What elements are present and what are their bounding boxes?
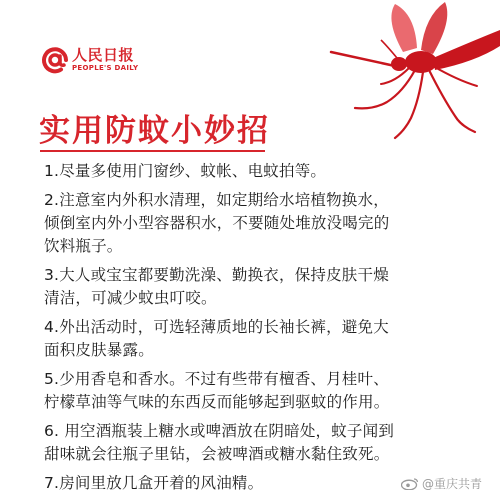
tip-line: 6. 用空酒瓶装上糖水或啤酒放在阴暗处，蚊子闻到 (44, 422, 395, 440)
tip-line: 饮料瓶子。 (44, 237, 123, 255)
tip-line: 清洁，可减少蚊虫叮咬。 (44, 289, 217, 307)
tip-item (44, 420, 484, 466)
tip-line: 5.少用香皂和香水。不过有些带有檀香、月桂叶、 (44, 370, 389, 388)
tip-line: 面积皮肤暴露。 (44, 341, 154, 359)
tip-item (44, 264, 484, 310)
tip-line: 2.注意室内外积水清理，如定期给水培植物换水， (44, 191, 389, 209)
page-title: 实用防蚊小妙招 (39, 113, 270, 149)
tip-item (44, 160, 484, 183)
logo-english-text: PEOPLE'S DAILY (72, 64, 139, 72)
tip-item (44, 189, 484, 258)
tip-line: 倾倒室内外小型容器积水，不要随处堆放没喝完的 (44, 214, 390, 232)
peoples-daily-logo (40, 42, 138, 78)
at-sign-logo-icon (40, 45, 70, 75)
tip-line: 柠檬草油等气味的东西反而能够起到驱蚊的作用。 (44, 393, 390, 411)
tip-line: 甜味就会往瓶子里钻，会被啤酒或糖水黏住致死。 (44, 445, 390, 463)
tip-item (44, 368, 484, 414)
tip-item (44, 316, 484, 362)
tips-list (44, 160, 484, 501)
mosquito-illustration (325, 0, 500, 140)
tip-line: 4.外出活动时，可选轻薄质地的长袖长裤，避免大 (44, 318, 389, 336)
tip-line: 3.大人或宝宝都要勤洗澡、勤换衣，保持皮肤干燥 (44, 266, 389, 284)
weibo-watermark (401, 475, 482, 492)
tip-line: 7.房间里放几盒开着的风油精。 (44, 474, 264, 492)
tip-line: 1.尽量多使用门窗纱、蚊帐、电蚊拍等。 (44, 162, 327, 180)
weibo-icon (401, 477, 419, 490)
logo-chinese-text: 人民日报 (72, 46, 135, 64)
watermark-text: @重庆共青 (421, 477, 482, 491)
title-underline (40, 150, 265, 152)
